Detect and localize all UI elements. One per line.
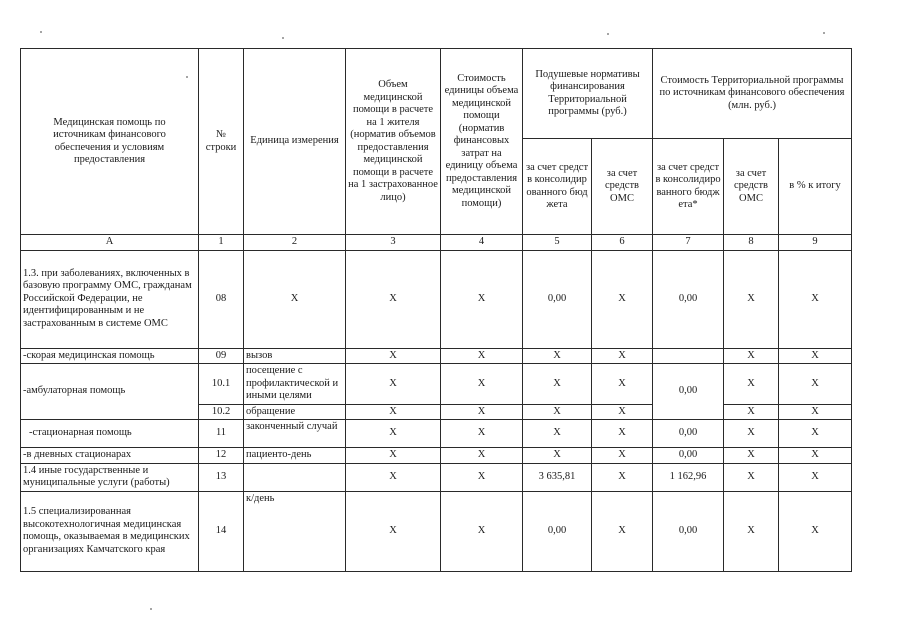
cell-value: 0,00 (653, 250, 724, 348)
cell-value: Х (592, 250, 653, 348)
cell-value: Х (346, 364, 441, 405)
cell-value: Х (346, 250, 441, 348)
scan-speck (40, 31, 42, 33)
cell-value (653, 348, 724, 364)
cell-value: Х (346, 491, 441, 571)
column-index: 5 (523, 235, 592, 251)
table-row (21, 250, 852, 348)
row-unit: пациенто-день (244, 448, 346, 464)
table-row (21, 364, 852, 405)
row-label: -стационарная помощь (21, 420, 199, 448)
row-number: 12 (199, 448, 244, 464)
cell-value: Х (724, 448, 779, 464)
cell-value: Х (346, 348, 441, 364)
cell-value: Х (724, 463, 779, 491)
cell-value: 0,00 (523, 491, 592, 571)
cell-value: Х (523, 404, 592, 420)
header-volume: Объем медицинской помощи в расчете на 1 жителя (норматив объемов предоставления медицинской помощи в расчете на 1 застрахованное лицо) (346, 49, 441, 235)
scan-speck (607, 33, 609, 35)
header-per-capita-oms: за счет средств ОМС (592, 139, 653, 235)
column-index: 2 (244, 235, 346, 251)
table-row (21, 491, 852, 571)
row-label: 1.5 специализированная высокотехнологичная медицинская помощь, оказываемая в медицинских организациях Камчатского края (21, 491, 199, 571)
cell-value: Х (346, 463, 441, 491)
cell-value: Х (592, 448, 653, 464)
row-unit: обращение (244, 404, 346, 420)
scan-speck (282, 37, 284, 39)
cell-value: Х (441, 250, 523, 348)
cell-value: Х (346, 404, 441, 420)
cell-value: Х (779, 491, 852, 571)
header-unit-cost: Стоимость единицы объема медицинской помощи (норматив финансовых затрат на единицу объема предоставления медицинской помощи) (441, 49, 523, 235)
header-cost-budget: за счет средств консолидированного бюджета* (653, 139, 724, 235)
cell-value: Х (592, 364, 653, 405)
cell-value: Х (592, 420, 653, 448)
table-row (21, 448, 852, 464)
cell-value: 0,00 (653, 364, 724, 420)
cell-value: 3 635,81 (523, 463, 592, 491)
scan-speck (150, 608, 152, 610)
header-program-cost-group: Стоимость Территориальной программы по источникам финансового обеспечения (млн. руб.) (653, 49, 852, 139)
cell-value: Х (346, 448, 441, 464)
row-number: 09 (199, 348, 244, 364)
column-index: 4 (441, 235, 523, 251)
row-unit: законченный случай (244, 420, 346, 448)
row-number: 11 (199, 420, 244, 448)
cell-value: Х (724, 364, 779, 405)
cell-value: Х (441, 364, 523, 405)
row-label: -скорая медицинская помощь (21, 348, 199, 364)
cell-value: Х (724, 348, 779, 364)
cell-value: Х (441, 448, 523, 464)
row-label: -амбулаторная помощь (21, 364, 199, 420)
column-index: 3 (346, 235, 441, 251)
cell-value: Х (779, 420, 852, 448)
cell-value: Х (724, 250, 779, 348)
row-unit: посещение с профилактической и иными целями (244, 364, 346, 405)
row-number: 14 (199, 491, 244, 571)
cell-value: Х (346, 420, 441, 448)
cell-value: Х (779, 364, 852, 405)
row-unit: Х (244, 250, 346, 348)
row-label: 1.3. при заболеваниях, включенных в базовую программу ОМС, гражданам Российской Федерации, не идентифицированным и не застрахованным в системе ОМС (21, 250, 199, 348)
cell-value: 0,00 (653, 491, 724, 571)
cell-value: Х (523, 420, 592, 448)
financing-table (20, 48, 852, 572)
header-row-number: № строки (199, 49, 244, 235)
cell-value: Х (724, 491, 779, 571)
cell-value: 1 162,96 (653, 463, 724, 491)
header-unit: Единица измерения (244, 49, 346, 235)
column-index-row (21, 235, 852, 251)
row-number: 08 (199, 250, 244, 348)
cell-value: Х (592, 491, 653, 571)
row-unit: вызов (244, 348, 346, 364)
table-row (21, 348, 852, 364)
cell-value: Х (779, 348, 852, 364)
cell-value: Х (441, 348, 523, 364)
table-row (21, 463, 852, 491)
cell-value: 0,00 (653, 420, 724, 448)
row-label: 1.4 иные государственные и муниципальные услуги (работы) (21, 463, 199, 491)
cell-value: Х (523, 364, 592, 405)
cell-value: Х (779, 404, 852, 420)
column-index: А (21, 235, 199, 251)
column-index: 8 (724, 235, 779, 251)
cell-value: Х (523, 348, 592, 364)
row-label: -в дневных стационарах (21, 448, 199, 464)
row-unit (244, 463, 346, 491)
column-index: 7 (653, 235, 724, 251)
scan-speck (823, 32, 825, 34)
cell-value: Х (779, 448, 852, 464)
cell-value: 0,00 (653, 448, 724, 464)
header-cost-oms: за счет средств ОМС (724, 139, 779, 235)
column-index: 6 (592, 235, 653, 251)
header-per-capita-budget: за счет средств консолидированного бюджета (523, 139, 592, 235)
row-number: 10.1 (199, 364, 244, 405)
row-number: 10.2 (199, 404, 244, 420)
header-care-type: Медицинская помощь по источникам финансового обеспечения и условиям предоставления (21, 49, 199, 235)
cell-value: Х (592, 348, 653, 364)
cell-value: Х (441, 404, 523, 420)
cell-value: Х (523, 448, 592, 464)
cell-value: Х (592, 463, 653, 491)
header-per-capita-group: Подушевые нормативы финансирования Территориальной программы (руб.) (523, 49, 653, 139)
cell-value: Х (592, 404, 653, 420)
column-index: 1 (199, 235, 244, 251)
header-row (21, 49, 852, 139)
row-unit: к/день (244, 491, 346, 571)
table-row (21, 420, 852, 448)
column-index: 9 (779, 235, 852, 251)
cell-value: 0,00 (523, 250, 592, 348)
cell-value: Х (779, 250, 852, 348)
cell-value: Х (724, 420, 779, 448)
cell-value: Х (779, 463, 852, 491)
header-cost-percent: в % к итогу (779, 139, 852, 235)
cell-value: Х (441, 420, 523, 448)
cell-value: Х (441, 463, 523, 491)
cell-value: Х (724, 404, 779, 420)
cell-value: Х (441, 491, 523, 571)
row-number: 13 (199, 463, 244, 491)
